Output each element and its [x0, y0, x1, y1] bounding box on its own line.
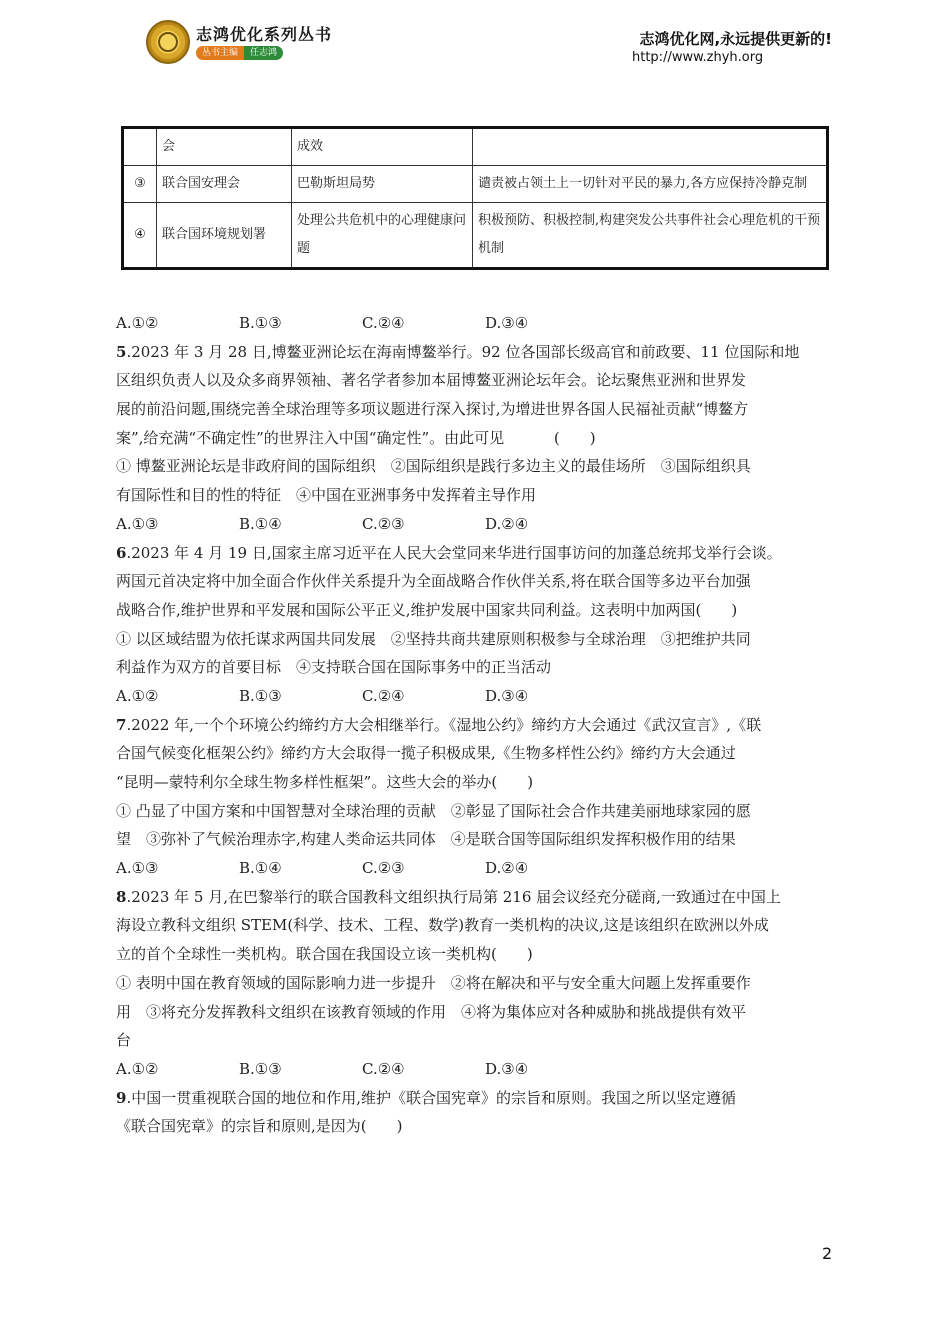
question-content: [116, 309, 836, 1141]
question-text: .2023 年 4 月 19 日,国家主席习近平在人民大会堂同来华进行国事访问的加蓬总统邦戈举行会谈。: [126, 543, 782, 562]
option-a[interactable]: A.①③: [116, 859, 159, 878]
q5-line: [116, 338, 836, 367]
option-d[interactable]: D.③④: [485, 1059, 529, 1078]
brand-title: 志鸿优化系列丛书: [196, 25, 333, 44]
question-number: 5: [116, 342, 127, 361]
option-b[interactable]: B.①④: [239, 514, 282, 533]
table-cell: ④: [123, 203, 157, 269]
publisher-logo-icon: [146, 20, 190, 64]
table-cell: [123, 128, 157, 166]
q7-line: 合国气候变化框架公约》缔约方大会取得一揽子积极成果,《生物多样性公约》缔约方大会通过: [116, 744, 736, 763]
option-d[interactable]: D.②④: [485, 514, 529, 533]
q7-line: 望 ③弥补了气候治理赤字,构建人类命运共同体 ④是联合国等国际组织发挥积极作用的结果: [116, 830, 736, 849]
option-a[interactable]: A.①③: [116, 514, 159, 533]
table-row: [123, 128, 828, 166]
option-d[interactable]: D.③④: [485, 314, 529, 332]
table-cell: 联合国环境规划署: [157, 203, 292, 269]
option-c[interactable]: C.②④: [362, 1059, 405, 1078]
info-table: [121, 126, 829, 270]
option-b[interactable]: B.①③: [239, 1059, 282, 1078]
q5-line: 区组织负责人以及众多商界领袖、著名学者参加本届博鳌亚洲论坛年会。论坛聚焦亚洲和世界发: [116, 371, 747, 390]
q6-line: 两国元首决定将中加全面合作伙伴关系提升为全面战略合作伙伴关系,将在联合国等多边平台加强: [116, 572, 751, 591]
q8-line: 海设立教科文组织 STEM(科学、技术、工程、数学)教育一类机构的决议,这是该组织在欧洲以外成: [116, 916, 769, 935]
question-number: 6: [116, 543, 127, 562]
q9-line: [116, 1084, 836, 1113]
q8-line: ① 表明中国在教育领域的国际影响力进一步提升 ②将在解决和平与安全重大问题上发挥重要作: [116, 973, 751, 992]
table-cell: 联合国安理会: [157, 166, 292, 203]
q5-options: [116, 510, 836, 539]
q7-line: ① 凸显了中国方案和中国智慧对全球治理的贡献 ②彰显了国际社会合作共建美丽地球家园的愿: [116, 801, 751, 820]
q6-line: 战略合作,维护世界和平发展和国际公平正义,维护发展中国家共同利益。这表明中加两国( ): [116, 600, 738, 619]
question-number: 9: [116, 1088, 127, 1107]
q5-line: 有国际性和目的性的特征 ④中国在亚洲事务中发挥着主导作用: [116, 486, 537, 505]
question-text: .2023 年 5 月,在巴黎举行的联合国教科文组织执行局第 216 届会议经充分磋商,一致通过在中国上: [126, 887, 781, 906]
option-b[interactable]: B.①③: [239, 686, 282, 705]
option-a[interactable]: A.①②: [116, 1059, 159, 1078]
table-row: [123, 166, 828, 203]
option-c[interactable]: C.②③: [362, 514, 405, 533]
table-cell: 谴责被占领土上一切针对平民的暴力,各方应保持冷静克制: [473, 166, 828, 203]
option-c[interactable]: C.②④: [362, 314, 405, 332]
question-number: 7: [116, 715, 127, 734]
option-b[interactable]: B.①③: [239, 314, 282, 332]
q5-line: ① 博鳌亚洲论坛是非政府间的国际组织 ②国际组织是践行多边主义的最佳场所 ③国际组织具: [116, 457, 751, 476]
question-text: .中国一贯重视联合国的地位和作用,维护《联合国宪章》的宗旨和原则。我国之所以坚定遵循: [126, 1088, 736, 1107]
brand-sub-label: 丛书主编: [196, 46, 244, 60]
q5-line: 展的前沿问题,围绕完善全球治理等多项议题进行深入探讨,为增进世界各国人民福祉贡献“博鳌方: [116, 400, 749, 419]
page-number: 2: [822, 1244, 833, 1263]
table-cell: ③: [123, 166, 157, 203]
q7-line: “昆明—蒙特利尔全球生物多样性框架”。这些大会的举办( ): [116, 773, 534, 791]
option-a[interactable]: A.①②: [116, 314, 159, 332]
option-a[interactable]: A.①②: [116, 686, 159, 705]
table-cell: 处理公共危机中的心理健康问题: [292, 203, 473, 269]
brand-subtitle: [196, 46, 283, 60]
option-d[interactable]: D.②④: [485, 859, 529, 878]
q6-line: ① 以区域结盟为依托谋求两国共同发展 ②坚持共商共建原则积极参与全球治理 ③把维护共同: [116, 629, 751, 648]
q8-line: [116, 883, 836, 912]
q7-options: [116, 854, 836, 883]
option-c[interactable]: C.②③: [362, 859, 405, 878]
q9-line: 《联合国宪章》的宗旨和原则,是因为( ): [116, 1117, 403, 1136]
table-cell: 积极预防、积极控制,构建突发公共事件社会心理危机的干预机制: [473, 203, 828, 269]
site-url[interactable]: http://www.zhyh.org: [632, 50, 764, 65]
q8-line: 用 ③将充分发挥教科文组织在该教育领域的作用 ④将为集体应对各种威胁和挑战提供有效平: [116, 1002, 747, 1021]
q8-line: 台: [116, 1031, 132, 1050]
q8-line: 立的首个全球性一类机构。联合国在我国设立该一类机构( ): [116, 945, 533, 964]
table-cell: 巴勒斯坦局势: [292, 166, 473, 203]
q6-line: [116, 539, 836, 568]
q5-line: 案”,给充满“不确定性”的世界注入中国“确定性”。由此可见 ( ): [116, 428, 596, 447]
q6-line: 利益作为双方的首要目标 ④支持联合国在国际事务中的正当活动: [116, 658, 552, 677]
option-c[interactable]: C.②④: [362, 686, 405, 705]
option-b[interactable]: B.①④: [239, 859, 282, 878]
table-cell: [473, 128, 828, 166]
question-text: .2023 年 3 月 28 日,博鳌亚洲论坛在海南博鳌举行。92 位各国部长级高官和前政要、11 位国际和地: [126, 342, 800, 361]
page-header: [0, 0, 950, 80]
option-d[interactable]: D.③④: [485, 686, 529, 705]
q6-options: [116, 682, 836, 711]
brand-sub-editor: 任志鸿: [244, 46, 283, 60]
q8-options: [116, 1055, 836, 1084]
q7-line: [116, 711, 836, 740]
question-number: 8: [116, 887, 127, 906]
table-cell: 成效: [292, 128, 473, 166]
table-cell: 会: [157, 128, 292, 166]
q4-options: [116, 309, 836, 338]
table-row: [123, 203, 828, 269]
question-text: .2022 年,一个个环境公约缔约方大会相继举行。《湿地公约》缔约方大会通过《武汉宣言》,《联: [126, 715, 762, 734]
site-slogan: 志鸿优化网,永远提供更新的!: [639, 30, 832, 48]
